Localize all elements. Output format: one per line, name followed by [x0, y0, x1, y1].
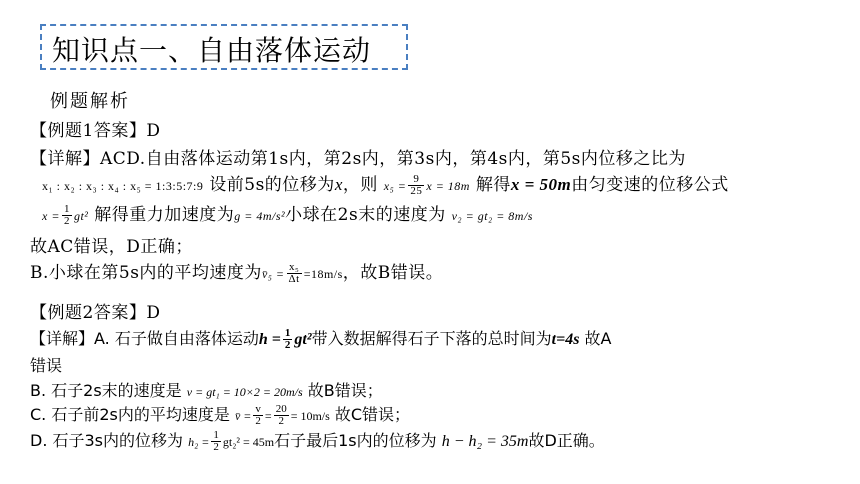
ex1-l3-text1: 解得重力加速度为: [94, 205, 235, 225]
ex2-l1-text2: 带入数据解得石子下落的总时间为: [311, 329, 552, 348]
page-title: 知识点一、自由落体运动: [52, 34, 372, 67]
frac-den: 2: [255, 415, 261, 427]
h2-rhs: gt₂² = 45m: [222, 435, 275, 449]
frac-num: 1: [213, 429, 219, 441]
g-value: g = 4m/s²: [234, 209, 286, 223]
avg-v-rhs: = 10m/s: [290, 409, 330, 423]
fraction-half: [283, 328, 293, 351]
section-subtitle: 例题解析: [50, 91, 130, 112]
var-x: x: [334, 175, 343, 194]
ex1-line5: [30, 258, 443, 285]
ex2-line5: [30, 428, 605, 453]
ex2-answer: 【例题2答案】D: [30, 303, 161, 323]
frac-num: 1: [63, 203, 70, 215]
frac-den: Δt: [288, 273, 300, 285]
ex1-line3: [42, 200, 533, 227]
ex2-l5-text3: 故D正确。: [528, 431, 605, 450]
ex2-l1-text3: 故A: [579, 329, 612, 348]
ex1-line4: 故AC错误，D正确；: [30, 237, 193, 257]
fraction-9-25: [408, 174, 424, 197]
ex1-l2-text4: 由匀变速的位移公式: [571, 175, 729, 195]
ex2-l3-text1: B. 石子2s末的速度是: [30, 381, 182, 400]
avg-v-lhs: v̄ =: [234, 409, 252, 423]
ex1-line2: [42, 170, 729, 197]
ex1-detail: 【详解】ACD.自由落体运动第1s内，第2s内，第3s内，第4s内，第5s内位移之比为: [30, 149, 686, 169]
frac-den: 2: [284, 339, 291, 351]
ex2-l4-text1: C. 石子前2s内的平均速度是: [30, 405, 230, 424]
gt-squared: gt²: [294, 331, 312, 348]
frac-den: 2: [278, 415, 284, 427]
frac-num: 20: [275, 403, 287, 415]
avg-v-rhs: =18m/s: [303, 267, 343, 281]
ex2-l3-text2: 故B错误；: [302, 381, 383, 400]
fraction-half: [211, 430, 221, 453]
v2-formula: v₂ = gt₂ = 8m/s: [451, 209, 533, 223]
frac-den: 2: [213, 441, 219, 453]
h-lhs: h =: [258, 331, 281, 348]
frac-den: 25: [410, 185, 423, 197]
frac-den: 2: [63, 215, 70, 227]
h-difference: h − h₂ = 35m: [441, 433, 529, 450]
ex2-line4: C. 石子前2s内的平均速度是 v̄ = $\frac{v}{2}$ = $\frac{20}{2}$ = 10m/s 故C错误；: [30, 403, 411, 427]
frac-num: x₅: [287, 262, 302, 274]
ex1-l3-text2: 小球在2s末的速度为: [285, 205, 446, 225]
ex1-l5-text2: ，故B错误。: [342, 263, 444, 283]
t-value: t=4s: [551, 331, 580, 348]
ex1-l5-text1: B.小球在第5s内的平均速度为: [30, 263, 262, 283]
ratio-formula: x₁ : x₂ : x₃ : x₄ : x₅ = 1:3:5:7:9: [42, 179, 204, 193]
ex2-line3: [30, 378, 383, 401]
frac-num: 9: [408, 174, 424, 186]
fraction-20-2: [274, 404, 289, 427]
h2-lhs: h₂ =: [188, 435, 210, 449]
fraction-half: [62, 204, 72, 227]
ex1-l2-text3: 解得: [475, 175, 511, 195]
ex1-answer: 【例题1答案】D: [30, 121, 161, 141]
velocity-formula: v = gt₁ = 10×2 = 20m/s: [186, 385, 303, 399]
ex2-l5-text2: 石子最后1s内的位移为: [274, 431, 437, 450]
x-18m: x = 18m: [426, 179, 470, 193]
ex2-l4-text2: 故C错误；: [329, 405, 411, 424]
ex2-l1-text1: 【详解】A. 石子做自由落体运动: [30, 329, 259, 348]
ex2-line2: 错误: [30, 356, 63, 375]
frac-num: 1: [284, 327, 291, 339]
ex2-l5-text1: D. 石子3s内的位移为: [30, 431, 184, 450]
avg-v-lhs: v̄₅ =: [261, 267, 285, 281]
x-50m: x = 50m: [510, 175, 572, 194]
formula-rhs: gt²: [73, 209, 89, 223]
ex1-l2-text2: ，则: [342, 175, 378, 195]
x5-label: x₅ =: [383, 179, 407, 193]
ex1-l2-text1: 设前5s的位移为: [209, 175, 335, 195]
fraction-x5-dt: [287, 262, 302, 285]
formula-lhs: x =: [42, 209, 60, 223]
frac-num: v: [255, 403, 261, 415]
ex2-line1: [30, 326, 611, 351]
fraction-v-2: [253, 404, 263, 427]
